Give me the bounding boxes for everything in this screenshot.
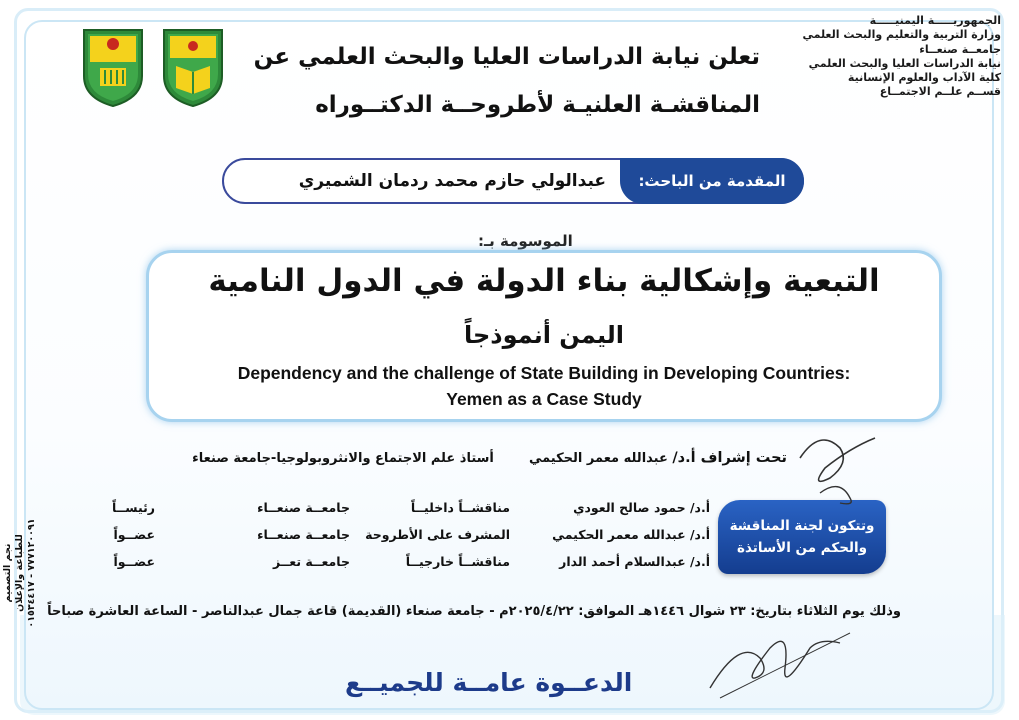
university-logo-icon (80, 26, 146, 108)
printer-stamp-line: للطباعة والإعلان (14, 534, 25, 612)
member-position: عضــواً (113, 527, 155, 542)
committee-badge-line-2: والحكم من الأساتذة (736, 540, 868, 556)
member-university: جامعــة تعــز (272, 554, 350, 569)
supervision-line (192, 450, 787, 466)
member-position: رئيســاً (112, 500, 155, 515)
thesis-title-arabic: التبعية وإشكالية بناء الدولة في الدول النامية (208, 263, 880, 299)
thesis-subtitle-arabic: اليمن أنموذجاً (463, 321, 625, 349)
member-position: عضــواً (113, 554, 155, 569)
supervisor-position: أستاذ علم الاجتماع والانثروبولوجيا-جامعة صنعاء (192, 451, 494, 466)
ministry-header (802, 14, 1001, 100)
member-university: جامعــة صنعــاء (257, 500, 350, 515)
ministry-line: جامعــة صنعــاء (919, 42, 1001, 56)
heading-line-2: المناقشـة العلنيـة لأطروحــة الدكتــوراه (315, 92, 760, 118)
member-name: أ.د/ عبدالله معمر الحكيمي (552, 527, 710, 542)
committee-badge (718, 500, 886, 574)
printer-stamp (3, 505, 35, 635)
presenter-name: عبدالولي حازم محمد ردمان الشميري (298, 171, 606, 191)
ministry-line: كلية الآداب والعلوم الإنسانية (847, 71, 1001, 85)
member-name: أ.د/ حمود صالح العودي (573, 500, 710, 515)
defense-datetime: وذلك يوم الثلاثاء بتاريخ: ٢٣ شوال ١٤٤٦هـ الموافق: ٢٠٢٥/٤/٢٢م - جامعة صنعاء (القديمة) قاعة جمال عبدالناصر - الساعة العاشرة صباحاً (47, 604, 901, 619)
heading-line-1: تعلن نيابة الدراسات العليا والبحث العلمي عن (253, 44, 760, 70)
committee-badge-line-1: وتتكون لجنة المناقشة (729, 518, 875, 534)
handwritten-mark-icon (780, 418, 890, 508)
titled-label: الموسومة بـ: (478, 232, 573, 250)
committee-row (90, 527, 710, 553)
public-invitation: الدعــوة عامــة للجميــع (345, 668, 633, 697)
ministry-line: وزارة التربية والتعليم والبحث العلمي (802, 28, 1001, 42)
presenter-label: المقدمة من الباحث: (620, 158, 804, 204)
printer-stamp-line: ٧٧٧١٢٠٠٩١ - ٠١٥٣٤٤١٧ (26, 518, 37, 628)
member-role: مناقشــاً خارجيــاً (405, 554, 510, 569)
thesis-subtitle-english: Yemen as a Case Study (446, 389, 642, 409)
presenter-bar (222, 158, 804, 204)
college-logo-icon (160, 26, 226, 108)
ministry-line: قســم علــم الاجتمــاع (879, 85, 1001, 99)
committee-list (90, 500, 710, 580)
signature-icon (700, 618, 860, 708)
member-role: مناقشــاً داخليــاً (410, 500, 510, 515)
member-role: المشرف على الأطروحة (365, 527, 510, 542)
thesis-title-english: Dependency and the challenge of State Building in Developing Countries: (237, 363, 851, 383)
member-university: جامعــة صنعــاء (257, 527, 350, 542)
ministry-line: الجمهوريـــــة اليمنيـــــة (869, 14, 1001, 27)
committee-row (90, 554, 710, 580)
thesis-title-box (146, 250, 942, 422)
supervision-lead: تحت إشراف أ.د/ (672, 450, 787, 466)
member-name: أ.د/ عبدالسلام أحمد الدار (559, 554, 710, 569)
supervisor-name: عبدالله معمر الحكيمي (528, 451, 668, 466)
printer-stamp-line: نجم التصميم (2, 543, 13, 603)
committee-row (90, 500, 710, 526)
ministry-line: نيابة الدراسات العليا والبحث العلمي (808, 56, 1001, 70)
